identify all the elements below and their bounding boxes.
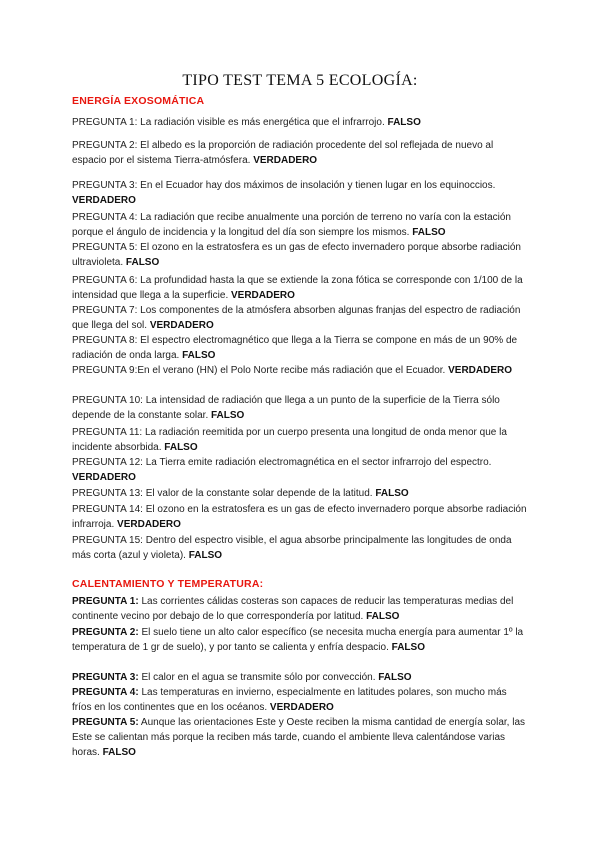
question-answer: FALSO [412,227,446,238]
question-calentamiento-5 [72,715,527,760]
question-energia-3 [72,178,527,208]
question-label: PREGUNTA 4: [72,212,138,223]
question-answer: VERDADERO [231,290,295,301]
question-text: Dentro del espectro visible, el agua absorbe principalmente las longitudes de onda más corta (azul y violeta). [72,535,512,561]
question-answer: FALSO [387,117,421,128]
question-text: La intensidad de radiación que llega a un punto de la superficie de la Tierra sólo depende de la constante solar. [72,395,500,421]
question-answer: VERDADERO [448,365,513,376]
question-answer: VERDADERO [149,320,214,331]
question-label: PREGUNTA 9: [72,365,138,376]
question-answer: FALSO [391,642,425,653]
question-answer: VERDADERO [117,519,181,530]
question-text: El calor en el agua se transmite sólo por convección. [141,672,376,683]
question-energia-2 [72,138,527,168]
question-text: Las temperaturas en invierno, especialmente en latitudes polares, son mucho más fríos en los continentes que en los océanos. [72,687,507,713]
section-heading-energia: ENERGÍA EXOSOMÁTICA [72,95,205,107]
question-label: PREGUNTA 8: [72,335,138,346]
question-answer: FALSO [375,488,409,499]
question-label: PREGUNTA 2: [72,627,139,638]
question-energia-1 [72,115,527,130]
question-label: PREGUNTA 3: [72,672,139,683]
question-label: PREGUNTA 14: [72,504,143,515]
question-label: PREGUNTA 11: [72,427,143,438]
question-text: En el Ecuador hay dos máximos de insolación y tienen lugar en los equinoccios. [140,180,496,191]
question-answer: FALSO [211,410,245,421]
section-heading-calentamiento: CALENTAMIENTO Y TEMPERATURA: [72,578,264,590]
question-answer: FALSO [102,747,136,758]
question-answer: FALSO [366,611,400,622]
question-label: PREGUNTA 6: [72,275,138,286]
question-text: El espectro electromagnético que llega a la Tierra se compone en más de un 90% de radiación de onda larga. [72,335,518,361]
question-label: PREGUNTA 13: [72,488,143,499]
question-answer: FALSO [125,257,160,268]
question-text: La Tierra emite radiación electromagnética en el sector infrarrojo del espectro. [145,457,492,468]
question-energia-7 [72,303,527,333]
document-title: TIPO TEST TEMA 5 ECOLOGÍA: [182,72,418,89]
question-calentamiento-1 [72,594,527,624]
question-energia-10 [72,393,527,423]
question-energia-5 [72,240,527,270]
question-energia-13 [72,486,527,501]
question-energia-4 [72,210,527,240]
question-answer: FALSO [182,350,216,361]
question-label: PREGUNTA 7: [72,305,138,316]
question-energia-14 [72,502,527,532]
question-label: PREGUNTA 10: [72,395,143,406]
question-answer: VERDADERO [269,702,334,713]
question-energia-15 [72,533,527,563]
question-text: Las corrientes cálidas costeras son capaces de reducir las temperaturas medias del continente vecino por debajo de lo que correspondería por latitud. [72,596,514,622]
question-label: PREGUNTA 1: [72,117,138,128]
question-answer: VERDADERO [253,155,318,166]
question-energia-11 [72,425,527,455]
question-label: PREGUNTA 15: [72,535,143,546]
question-label: PREGUNTA 4: [72,687,139,698]
question-answer: VERDADERO [72,472,136,483]
question-energia-6 [72,273,527,303]
question-text: El albedo es la proporción de radiación procedente del sol reflejada de nuevo al espacio por el sistema Tierra-atmósfera. [72,140,494,166]
question-text: El ozono en la estratosfera es un gas de efecto invernadero porque absorbe radiación infrarroja. [72,504,527,530]
question-energia-9 [72,363,527,378]
question-text: En el verano (HN) el Polo Norte recibe más radiación que el Ecuador. [137,365,446,376]
question-answer: VERDADERO [72,195,136,206]
question-label: PREGUNTA 3: [72,180,138,191]
question-text: La radiación visible es más energética que el infrarrojo. [140,117,385,128]
question-answer: FALSO [164,442,198,453]
question-text: La profundidad hasta la que se extiende la zona fótica se corresponde con 1/100 de la intensidad que llega a la superficie. [72,275,523,301]
question-text: La radiación que recibe anualmente una porción de terreno no varía con la estación porque el ángulo de incidencia y la longitud del día son siempre los mismos. [72,212,511,238]
question-answer: FALSO [188,550,223,561]
question-calentamiento-3 [72,670,527,685]
question-label: PREGUNTA 1: [72,596,139,607]
question-text: La radiación reemitida por un cuerpo presenta una longitud de onda menor que la incidente absorbida. [72,427,507,453]
question-text: El valor de la constante solar depende de la latitud. [145,488,373,499]
question-text: El suelo tiene un alto calor específico (se necesita mucha energía para aumentar 1º la temperatura de 1 gr de suelo), y por tanto se calienta y enfría despacio. [72,627,524,653]
question-energia-12 [72,455,527,485]
question-answer: FALSO [378,672,412,683]
question-label: PREGUNTA 5: [72,717,139,728]
question-calentamiento-4 [72,685,527,715]
question-label: PREGUNTA 2: [72,140,138,151]
question-calentamiento-2 [72,625,527,655]
question-text: El ozono en la estratosfera es un gas de efecto invernadero porque absorbe radiación ultravioleta. [72,242,521,268]
question-text: Los componentes de la atmósfera absorben algunas franjas del espectro de radiación que llega del sol. [72,305,521,331]
question-energia-8 [72,333,527,363]
question-label: PREGUNTA 5: [72,242,138,253]
question-label: PREGUNTA 12: [72,457,143,468]
question-text: Aunque las orientaciones Este y Oeste reciben la misma cantidad de energía solar, las Este se calientan más porque la reciben más tarde, cuando el ambiente lleva calentándose varias horas. [72,717,526,758]
